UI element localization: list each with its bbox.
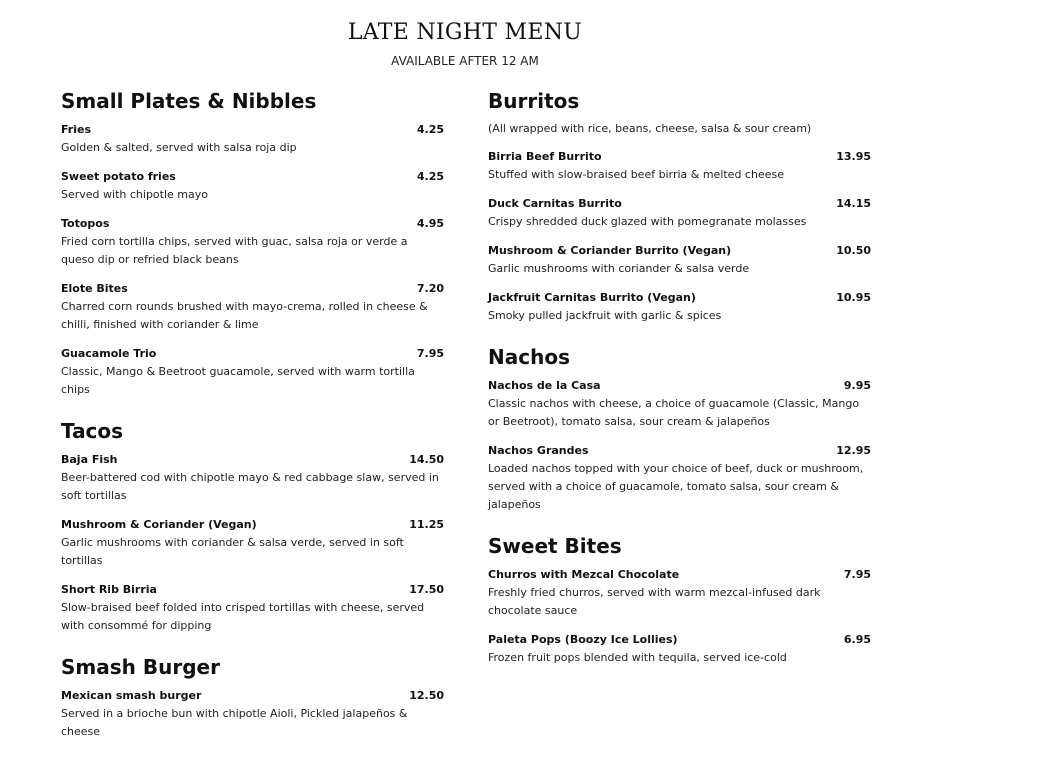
section-heading: Nachos — [488, 345, 570, 369]
menu-item-price: 10.95 — [836, 291, 871, 304]
menu-item — [61, 517, 444, 570]
menu-item — [61, 169, 444, 204]
menu-item-price: 4.25 — [416, 170, 444, 183]
menu-item-name: Baja Fish — [61, 453, 118, 466]
menu-item-header — [61, 346, 444, 362]
menu-item-name: Nachos de la Casa — [488, 379, 601, 392]
menu-item — [61, 688, 444, 741]
menu-item-price: 17.50 — [409, 583, 444, 596]
menu-item-description: Garlic mushrooms with coriander & salsa verde — [488, 262, 750, 275]
menu-item-name: Birria Beef Burrito — [488, 150, 602, 163]
menu-item-name: Jackfruit Carnitas Burrito (Vegan) — [488, 291, 696, 304]
menu-item-description: Beer-battered cod with chipotle mayo & red cabbage slaw, served in soft tortillas — [61, 471, 439, 502]
menu-item — [488, 443, 871, 514]
menu-item-price: 11.25 — [409, 518, 444, 531]
menu-item-price: 10.50 — [836, 244, 871, 257]
menu-item-description: Crispy shredded duck glazed with pomegranate molasses — [488, 215, 807, 228]
menu-item-price: 14.15 — [836, 197, 871, 210]
menu-subtitle: AVAILABLE AFTER 12 AM — [391, 54, 539, 68]
menu-item-description: Loaded nachos topped with your choice of beef, duck or mushroom, served with a choice of guacamole, tomato salsa, sour cream & jalapeños — [488, 462, 864, 511]
menu-item-description: Fried corn tortilla chips, served with guac, salsa roja or verde a queso dip or refried black beans — [61, 235, 408, 266]
menu-item-name: Totopos — [61, 217, 110, 230]
menu-item-name: Paleta Pops (Boozy Ice Lollies) — [488, 633, 678, 646]
menu-item-header — [488, 290, 871, 306]
menu-item — [488, 149, 871, 184]
menu-item-header — [488, 632, 871, 648]
menu-item-name: Elote Bites — [61, 282, 128, 295]
menu-section-sweet-bites — [488, 533, 871, 667]
menu-item-name: Short Rib Birria — [61, 583, 157, 596]
menu-item — [488, 567, 871, 620]
menu-item — [488, 632, 871, 667]
section-heading: Burritos — [488, 89, 580, 113]
menu-item — [488, 378, 871, 431]
menu-item-name: Sweet potato fries — [61, 170, 176, 183]
section-heading: Small Plates & Nibbles — [61, 89, 317, 113]
menu-item-header — [61, 169, 444, 185]
menu-item-name: Mexican smash burger — [61, 689, 202, 702]
menu-section-smash-burger — [61, 654, 444, 741]
menu-item-price: 12.50 — [409, 689, 444, 702]
menu-item-price: 7.20 — [416, 282, 444, 295]
menu-item — [61, 281, 444, 334]
menu-item — [488, 243, 871, 278]
menu-section-nachos — [488, 344, 871, 514]
menu-item-price: 7.95 — [843, 568, 871, 581]
menu-item-header — [61, 452, 444, 468]
section-heading: Tacos — [61, 419, 124, 443]
menu-item-header — [488, 149, 871, 165]
menu-item-description: Classic nachos with cheese, a choice of guacamole (Classic, Mango or Beetroot), tomato salsa, sour cream & jalapeños — [488, 397, 860, 428]
menu-item-description: Smoky pulled jackfruit with garlic & spices — [488, 309, 722, 322]
menu-item-name: Nachos Grandes — [488, 444, 589, 457]
menu-item-name: Churros with Mezcal Chocolate — [488, 568, 680, 581]
menu-item — [488, 196, 871, 231]
section-heading: Smash Burger — [61, 655, 220, 679]
menu-item-header — [61, 281, 444, 297]
menu-item — [61, 122, 444, 157]
menu-item-header — [61, 216, 444, 232]
menu-item-name: Mushroom & Coriander (Vegan) — [61, 518, 257, 531]
section-heading: Sweet Bites — [488, 534, 622, 558]
menu-section-small-plates-nibbles — [61, 88, 444, 399]
menu-item-header — [488, 567, 871, 583]
menu-item-header — [61, 122, 444, 138]
left-column — [61, 88, 444, 760]
menu-item-description: Charred corn rounds brushed with mayo-crema, rolled in cheese & chilli, finished with coriander & lime — [61, 300, 428, 331]
menu-title: LATE NIGHT MENU — [347, 20, 583, 45]
menu-item-header — [61, 517, 444, 533]
menu-item-price: 13.95 — [836, 150, 871, 163]
menu-item-header — [488, 196, 871, 212]
menu-section-burritos — [488, 88, 871, 325]
menu-item-name: Guacamole Trio — [61, 347, 157, 360]
menu-item-header — [61, 582, 444, 598]
menu-item — [61, 452, 444, 505]
menu-item-name: Fries — [61, 123, 92, 136]
menu-item-header — [61, 688, 444, 704]
menu-item-price: 4.25 — [416, 123, 444, 136]
menu-item — [61, 346, 444, 399]
menu-item-header — [488, 443, 871, 459]
menu-item-header — [488, 378, 871, 394]
menu-item-description: Classic, Mango & Beetroot guacamole, served with warm tortilla chips — [61, 365, 415, 396]
section-note: (All wrapped with rice, beans, cheese, salsa & sour cream) — [488, 122, 812, 135]
menu-section-tacos — [61, 418, 444, 635]
menu-item — [61, 216, 444, 269]
menu-item-price: 4.95 — [416, 217, 444, 230]
menu-item-name: Mushroom & Coriander Burrito (Vegan) — [488, 244, 732, 257]
menu-item-price: 9.95 — [843, 379, 871, 392]
menu-item-description: Served with chipotle mayo — [61, 188, 208, 201]
menu-item-header — [488, 243, 871, 259]
right-column — [488, 88, 871, 686]
menu-item-description: Golden & salted, served with salsa roja dip — [61, 141, 297, 154]
menu-item-description: Stuffed with slow-braised beef birria & melted cheese — [488, 168, 784, 181]
menu-item — [61, 582, 444, 635]
menu-item-price: 7.95 — [416, 347, 444, 360]
menu-item-description: Frozen fruit pops blended with tequila, served ice-cold — [488, 651, 787, 664]
menu-item-price: 14.50 — [409, 453, 444, 466]
menu-item — [488, 290, 871, 325]
menu-item-name: Duck Carnitas Burrito — [488, 197, 622, 210]
menu-item-description: Served in a brioche bun with chipotle Aioli, Pickled jalapeños & cheese — [61, 707, 408, 738]
menu-item-description: Slow-braised beef folded into crisped tortillas with cheese, served with consommé for dipping — [61, 601, 425, 632]
menu-item-description: Freshly fried churros, served with warm mezcal-infused dark chocolate sauce — [488, 586, 821, 617]
menu-item-price: 6.95 — [843, 633, 871, 646]
menu-item-description: Garlic mushrooms with coriander & salsa verde, served in soft tortillas — [61, 536, 404, 567]
menu-item-price: 12.95 — [836, 444, 871, 457]
